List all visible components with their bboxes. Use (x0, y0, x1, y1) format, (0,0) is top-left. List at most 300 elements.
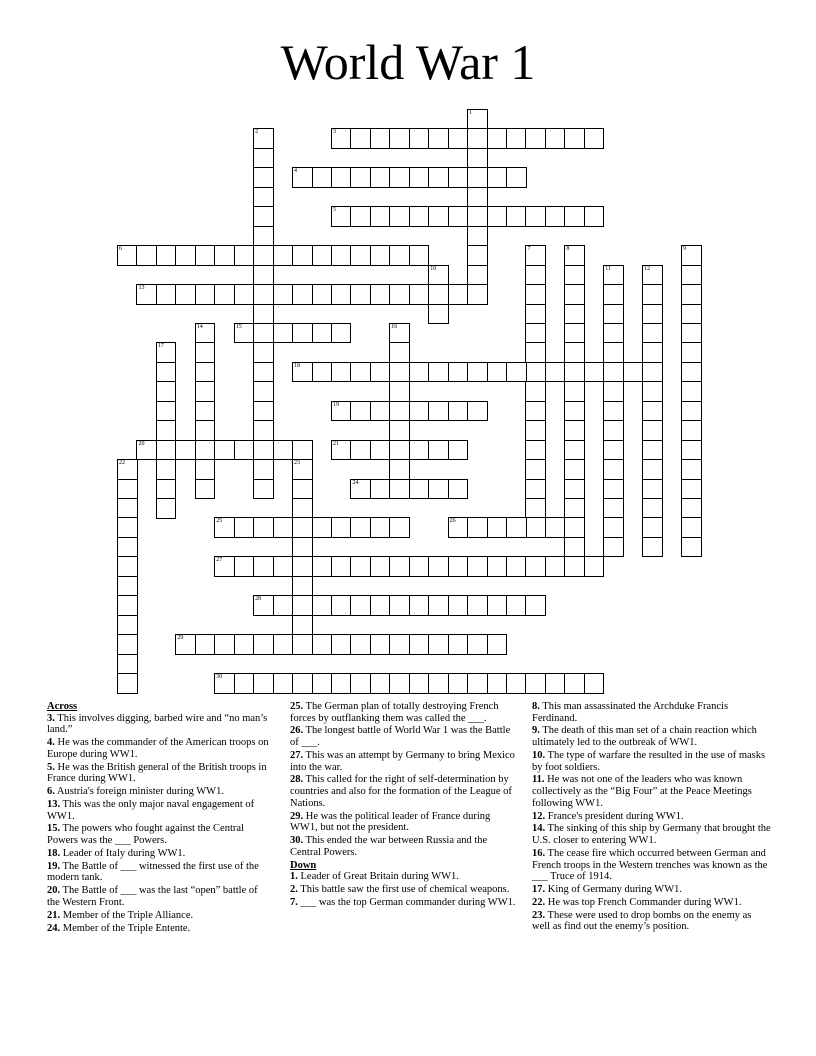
grid-cell[interactable] (525, 440, 546, 461)
grid-cell[interactable] (506, 362, 527, 383)
grid-cell[interactable] (195, 634, 216, 655)
grid-cell[interactable] (642, 323, 663, 344)
grid-cell[interactable] (603, 342, 624, 363)
grid-cell[interactable] (331, 323, 352, 344)
grid-cell[interactable] (253, 479, 274, 500)
grid-cell[interactable] (350, 128, 371, 149)
grid-cell[interactable] (253, 148, 274, 169)
grid-cell[interactable] (681, 284, 702, 305)
grid-cell[interactable] (331, 517, 352, 538)
grid-cell[interactable] (564, 128, 585, 149)
grid-cell[interactable] (156, 342, 177, 363)
grid-cell[interactable] (253, 342, 274, 363)
grid-cell[interactable] (214, 284, 235, 305)
grid-cell[interactable] (350, 479, 371, 500)
grid-cell[interactable] (292, 440, 313, 461)
grid-cell[interactable] (253, 187, 274, 208)
grid-cell[interactable] (642, 284, 663, 305)
grid-cell[interactable] (584, 673, 605, 694)
grid-cell[interactable] (545, 362, 566, 383)
grid-cell[interactable] (681, 440, 702, 461)
grid-cell[interactable] (234, 634, 255, 655)
grid-cell[interactable] (642, 362, 663, 383)
grid-cell[interactable] (370, 206, 391, 227)
grid-cell[interactable] (350, 517, 371, 538)
grid-cell[interactable] (175, 440, 196, 461)
grid-cell[interactable] (506, 167, 527, 188)
grid-cell[interactable] (487, 673, 508, 694)
grid-cell[interactable] (273, 245, 294, 266)
grid-cell[interactable] (584, 556, 605, 577)
grid-cell[interactable] (642, 537, 663, 558)
grid-cell[interactable] (331, 167, 352, 188)
grid-cell[interactable] (467, 167, 488, 188)
grid-cell[interactable] (467, 517, 488, 538)
grid-cell[interactable] (603, 420, 624, 441)
grid-cell[interactable] (331, 362, 352, 383)
grid-cell[interactable] (564, 284, 585, 305)
grid-cell[interactable] (331, 673, 352, 694)
grid-cell[interactable] (448, 128, 469, 149)
grid-cell[interactable] (389, 440, 410, 461)
grid-cell[interactable] (253, 381, 274, 402)
grid-cell[interactable] (312, 167, 333, 188)
grid-cell[interactable] (584, 206, 605, 227)
grid-cell[interactable] (467, 128, 488, 149)
grid-cell[interactable] (389, 517, 410, 538)
grid-cell[interactable] (370, 245, 391, 266)
grid-cell[interactable] (117, 576, 138, 597)
grid-cell[interactable] (350, 556, 371, 577)
grid-cell[interactable] (642, 498, 663, 519)
grid-cell[interactable] (195, 401, 216, 422)
grid-cell[interactable] (564, 401, 585, 422)
grid-cell[interactable] (312, 595, 333, 616)
grid-cell[interactable] (117, 479, 138, 500)
grid-cell[interactable] (448, 440, 469, 461)
grid-cell[interactable] (195, 440, 216, 461)
grid-cell[interactable] (487, 595, 508, 616)
grid-cell[interactable] (195, 459, 216, 480)
grid-cell[interactable] (603, 381, 624, 402)
grid-cell[interactable] (389, 479, 410, 500)
grid-cell[interactable] (603, 401, 624, 422)
grid-cell[interactable] (253, 440, 274, 461)
grid-cell[interactable] (370, 401, 391, 422)
grid-cell[interactable] (545, 128, 566, 149)
grid-cell[interactable] (564, 245, 585, 266)
grid-cell[interactable] (603, 498, 624, 519)
grid-cell[interactable] (136, 245, 157, 266)
grid-cell[interactable] (331, 245, 352, 266)
grid-cell[interactable] (350, 245, 371, 266)
grid-cell[interactable] (428, 595, 449, 616)
grid-cell[interactable] (292, 537, 313, 558)
grid-cell[interactable] (525, 128, 546, 149)
grid-cell[interactable] (253, 323, 274, 344)
grid-cell[interactable] (312, 634, 333, 655)
grid-cell[interactable] (331, 556, 352, 577)
grid-cell[interactable] (389, 167, 410, 188)
grid-cell[interactable] (681, 362, 702, 383)
grid-cell[interactable] (564, 498, 585, 519)
grid-cell[interactable] (273, 634, 294, 655)
grid-cell[interactable] (253, 128, 274, 149)
grid-cell[interactable] (331, 401, 352, 422)
grid-cell[interactable] (564, 420, 585, 441)
grid-cell[interactable] (467, 634, 488, 655)
grid-cell[interactable] (292, 576, 313, 597)
grid-cell[interactable] (273, 440, 294, 461)
grid-cell[interactable] (467, 362, 488, 383)
grid-cell[interactable] (506, 595, 527, 616)
grid-cell[interactable] (350, 440, 371, 461)
grid-cell[interactable] (545, 517, 566, 538)
grid-cell[interactable] (253, 265, 274, 286)
grid-cell[interactable] (506, 673, 527, 694)
grid-cell[interactable] (370, 479, 391, 500)
grid-cell[interactable] (545, 673, 566, 694)
grid-cell[interactable] (117, 673, 138, 694)
grid-cell[interactable] (642, 440, 663, 461)
grid-cell[interactable] (389, 245, 410, 266)
grid-cell[interactable] (389, 284, 410, 305)
grid-cell[interactable] (175, 284, 196, 305)
grid-cell[interactable] (409, 401, 430, 422)
grid-cell[interactable] (525, 245, 546, 266)
grid-cell[interactable] (350, 595, 371, 616)
grid-cell[interactable] (389, 459, 410, 480)
grid-cell[interactable] (312, 245, 333, 266)
grid-cell[interactable] (389, 362, 410, 383)
grid-cell[interactable] (642, 479, 663, 500)
grid-cell[interactable] (448, 206, 469, 227)
grid-cell[interactable] (487, 128, 508, 149)
grid-cell[interactable] (214, 245, 235, 266)
grid-cell[interactable] (467, 556, 488, 577)
grid-cell[interactable] (253, 673, 274, 694)
grid-cell[interactable] (467, 673, 488, 694)
grid-cell[interactable] (350, 634, 371, 655)
grid-cell[interactable] (467, 265, 488, 286)
grid-cell[interactable] (234, 517, 255, 538)
grid-cell[interactable] (467, 226, 488, 247)
grid-cell[interactable] (292, 362, 313, 383)
grid-cell[interactable] (681, 420, 702, 441)
grid-cell[interactable] (331, 440, 352, 461)
grid-cell[interactable] (525, 265, 546, 286)
grid-cell[interactable] (448, 517, 469, 538)
grid-cell[interactable] (389, 420, 410, 441)
grid-cell[interactable] (525, 304, 546, 325)
grid-cell[interactable] (312, 362, 333, 383)
grid-cell[interactable] (409, 245, 430, 266)
grid-cell[interactable] (409, 206, 430, 227)
grid-cell[interactable] (234, 323, 255, 344)
grid-cell[interactable] (253, 401, 274, 422)
grid-cell[interactable] (350, 673, 371, 694)
grid-cell[interactable] (195, 479, 216, 500)
grid-cell[interactable] (564, 537, 585, 558)
grid-cell[interactable] (428, 167, 449, 188)
grid-cell[interactable] (487, 206, 508, 227)
grid-cell[interactable] (409, 673, 430, 694)
grid-cell[interactable] (467, 284, 488, 305)
grid-cell[interactable] (448, 634, 469, 655)
grid-cell[interactable] (584, 362, 605, 383)
grid-cell[interactable] (253, 167, 274, 188)
grid-cell[interactable] (195, 381, 216, 402)
grid-cell[interactable] (681, 537, 702, 558)
grid-cell[interactable] (370, 284, 391, 305)
grid-cell[interactable] (603, 265, 624, 286)
grid-cell[interactable] (292, 284, 313, 305)
grid-cell[interactable] (273, 556, 294, 577)
grid-cell[interactable] (136, 440, 157, 461)
grid-cell[interactable] (253, 420, 274, 441)
grid-cell[interactable] (389, 595, 410, 616)
grid-cell[interactable] (428, 634, 449, 655)
grid-cell[interactable] (273, 517, 294, 538)
grid-cell[interactable] (156, 498, 177, 519)
grid-cell[interactable] (117, 556, 138, 577)
grid-cell[interactable] (292, 634, 313, 655)
grid-cell[interactable] (487, 556, 508, 577)
grid-cell[interactable] (253, 245, 274, 266)
grid-cell[interactable] (214, 556, 235, 577)
grid-cell[interactable] (370, 673, 391, 694)
grid-cell[interactable] (156, 459, 177, 480)
grid-cell[interactable] (350, 206, 371, 227)
grid-cell[interactable] (428, 479, 449, 500)
grid-cell[interactable] (409, 479, 430, 500)
grid-cell[interactable] (312, 284, 333, 305)
grid-cell[interactable] (642, 342, 663, 363)
grid-cell[interactable] (253, 362, 274, 383)
grid-cell[interactable] (292, 595, 313, 616)
grid-cell[interactable] (156, 440, 177, 461)
grid-cell[interactable] (292, 517, 313, 538)
grid-cell[interactable] (389, 556, 410, 577)
grid-cell[interactable] (234, 284, 255, 305)
grid-cell[interactable] (370, 128, 391, 149)
grid-cell[interactable] (253, 226, 274, 247)
grid-cell[interactable] (642, 517, 663, 538)
grid-cell[interactable] (370, 440, 391, 461)
grid-cell[interactable] (506, 128, 527, 149)
grid-cell[interactable] (312, 517, 333, 538)
grid-cell[interactable] (623, 362, 644, 383)
grid-cell[interactable] (409, 634, 430, 655)
grid-cell[interactable] (603, 537, 624, 558)
grid-cell[interactable] (389, 128, 410, 149)
grid-cell[interactable] (428, 128, 449, 149)
grid-cell[interactable] (487, 517, 508, 538)
grid-cell[interactable] (448, 362, 469, 383)
grid-cell[interactable] (564, 304, 585, 325)
grid-cell[interactable] (331, 128, 352, 149)
grid-cell[interactable] (253, 206, 274, 227)
grid-cell[interactable] (448, 284, 469, 305)
grid-cell[interactable] (525, 401, 546, 422)
grid-cell[interactable] (603, 323, 624, 344)
grid-cell[interactable] (409, 128, 430, 149)
grid-cell[interactable] (273, 323, 294, 344)
grid-cell[interactable] (389, 323, 410, 344)
grid-cell[interactable] (564, 342, 585, 363)
grid-cell[interactable] (136, 284, 157, 305)
grid-cell[interactable] (234, 440, 255, 461)
grid-cell[interactable] (681, 265, 702, 286)
grid-cell[interactable] (642, 420, 663, 441)
grid-cell[interactable] (350, 362, 371, 383)
grid-cell[interactable] (467, 109, 488, 130)
grid-cell[interactable] (428, 556, 449, 577)
grid-cell[interactable] (603, 479, 624, 500)
grid-cell[interactable] (156, 284, 177, 305)
grid-cell[interactable] (545, 206, 566, 227)
grid-cell[interactable] (428, 440, 449, 461)
grid-cell[interactable] (428, 401, 449, 422)
grid-cell[interactable] (428, 206, 449, 227)
grid-cell[interactable] (681, 342, 702, 363)
grid-cell[interactable] (350, 284, 371, 305)
grid-cell[interactable] (292, 556, 313, 577)
grid-cell[interactable] (370, 634, 391, 655)
grid-cell[interactable] (681, 459, 702, 480)
grid-cell[interactable] (448, 595, 469, 616)
grid-cell[interactable] (467, 206, 488, 227)
grid-cell[interactable] (292, 498, 313, 519)
grid-cell[interactable] (253, 459, 274, 480)
grid-cell[interactable] (467, 245, 488, 266)
grid-cell[interactable] (117, 654, 138, 675)
grid-cell[interactable] (331, 595, 352, 616)
grid-cell[interactable] (467, 187, 488, 208)
grid-cell[interactable] (389, 673, 410, 694)
grid-cell[interactable] (156, 245, 177, 266)
grid-cell[interactable] (214, 634, 235, 655)
grid-cell[interactable] (156, 401, 177, 422)
grid-cell[interactable] (642, 459, 663, 480)
grid-cell[interactable] (195, 420, 216, 441)
grid-cell[interactable] (389, 342, 410, 363)
grid-cell[interactable] (253, 517, 274, 538)
grid-cell[interactable] (117, 245, 138, 266)
grid-cell[interactable] (506, 517, 527, 538)
grid-cell[interactable] (331, 634, 352, 655)
grid-cell[interactable] (564, 517, 585, 538)
grid-cell[interactable] (273, 284, 294, 305)
grid-cell[interactable] (448, 556, 469, 577)
grid-cell[interactable] (681, 498, 702, 519)
grid-cell[interactable] (603, 517, 624, 538)
grid-cell[interactable] (253, 284, 274, 305)
grid-cell[interactable] (409, 440, 430, 461)
grid-cell[interactable] (525, 420, 546, 441)
grid-cell[interactable] (117, 595, 138, 616)
grid-cell[interactable] (525, 206, 546, 227)
grid-cell[interactable] (117, 517, 138, 538)
grid-cell[interactable] (487, 634, 508, 655)
grid-cell[interactable] (312, 323, 333, 344)
grid-cell[interactable] (525, 284, 546, 305)
grid-cell[interactable] (389, 401, 410, 422)
grid-cell[interactable] (117, 634, 138, 655)
grid-cell[interactable] (681, 381, 702, 402)
grid-cell[interactable] (564, 673, 585, 694)
grid-cell[interactable] (681, 323, 702, 344)
grid-cell[interactable] (525, 595, 546, 616)
grid-cell[interactable] (292, 479, 313, 500)
grid-cell[interactable] (525, 479, 546, 500)
grid-cell[interactable] (370, 167, 391, 188)
grid-cell[interactable] (389, 206, 410, 227)
grid-cell[interactable] (214, 440, 235, 461)
grid-cell[interactable] (506, 206, 527, 227)
grid-cell[interactable] (195, 323, 216, 344)
grid-cell[interactable] (292, 459, 313, 480)
grid-cell[interactable] (175, 634, 196, 655)
grid-cell[interactable] (487, 362, 508, 383)
grid-cell[interactable] (603, 440, 624, 461)
grid-cell[interactable] (331, 284, 352, 305)
grid-cell[interactable] (195, 362, 216, 383)
grid-cell[interactable] (448, 167, 469, 188)
grid-cell[interactable] (642, 304, 663, 325)
grid-cell[interactable] (545, 556, 566, 577)
grid-cell[interactable] (292, 167, 313, 188)
grid-cell[interactable] (389, 634, 410, 655)
grid-cell[interactable] (253, 304, 274, 325)
grid-cell[interactable] (448, 479, 469, 500)
grid-cell[interactable] (214, 673, 235, 694)
grid-cell[interactable] (292, 673, 313, 694)
grid-cell[interactable] (195, 284, 216, 305)
grid-cell[interactable] (525, 556, 546, 577)
grid-cell[interactable] (253, 634, 274, 655)
grid-cell[interactable] (448, 673, 469, 694)
grid-cell[interactable] (564, 265, 585, 286)
grid-cell[interactable] (389, 381, 410, 402)
grid-cell[interactable] (156, 479, 177, 500)
grid-cell[interactable] (603, 362, 624, 383)
grid-cell[interactable] (370, 362, 391, 383)
grid-cell[interactable] (681, 245, 702, 266)
grid-cell[interactable] (564, 206, 585, 227)
grid-cell[interactable] (117, 498, 138, 519)
grid-cell[interactable] (175, 245, 196, 266)
grid-cell[interactable] (370, 517, 391, 538)
grid-cell[interactable] (409, 362, 430, 383)
grid-cell[interactable] (409, 284, 430, 305)
grid-cell[interactable] (564, 479, 585, 500)
grid-cell[interactable] (370, 556, 391, 577)
grid-cell[interactable] (681, 401, 702, 422)
grid-cell[interactable] (195, 245, 216, 266)
grid-cell[interactable] (312, 673, 333, 694)
grid-cell[interactable] (525, 342, 546, 363)
grid-cell[interactable] (117, 459, 138, 480)
grid-cell[interactable] (506, 556, 527, 577)
grid-cell[interactable] (156, 362, 177, 383)
grid-cell[interactable] (681, 479, 702, 500)
grid-cell[interactable] (525, 673, 546, 694)
grid-cell[interactable] (292, 245, 313, 266)
grid-cell[interactable] (564, 440, 585, 461)
grid-cell[interactable] (253, 595, 274, 616)
grid-cell[interactable] (681, 304, 702, 325)
